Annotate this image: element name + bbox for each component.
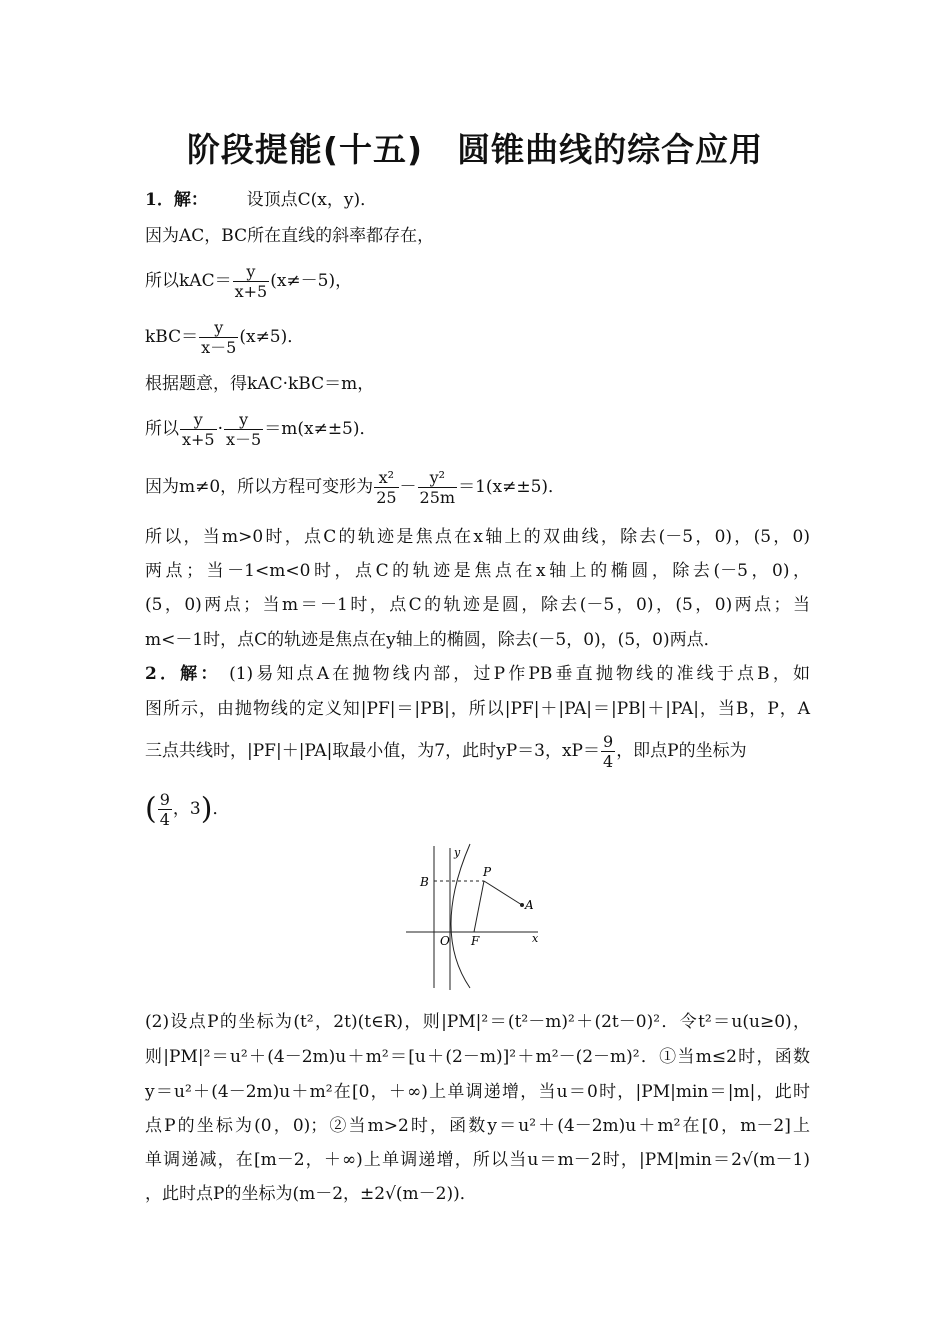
problem1-line3 (145, 262, 810, 301)
right-paren: ) (200, 791, 213, 827)
fraction-numerator: x² (374, 468, 398, 488)
fraction (199, 318, 238, 357)
problem2-line4 (145, 790, 810, 829)
problem2-part2-line3: y＝u²＋(4－2m)u＋m²在[0，＋∞)上单调递增，当u＝0时，|PM|min＝|m|，此时 (145, 1082, 810, 1102)
problem2-line3 (145, 732, 810, 771)
coordinate-rest: ，3 (172, 799, 201, 819)
pa-line (484, 881, 522, 905)
left-paren: ( (145, 791, 157, 827)
problem2-part2-line1: (2)设点P的坐标为(t²，2t)(t∈R)，则|PM|²＝(t²－m)²＋(2t－0)²．令t²＝u(u≥0)， (145, 1012, 810, 1032)
problem1-line6 (145, 410, 810, 449)
problem1-line5: 根据题意，得kAC·kBC＝m， (145, 374, 375, 394)
fraction (418, 468, 458, 507)
problem2-line2: 图所示，由抛物线的定义知|PF|＝|PB|，所以|PF|＋|PA|＝|PB|＋|PA|，当B，P，A (145, 699, 810, 719)
y-axis-label: y (454, 846, 461, 859)
fraction (374, 468, 398, 507)
fraction (233, 262, 270, 301)
problem2-label: 2．解： (145, 664, 221, 684)
fraction (224, 410, 263, 449)
fraction-denominator: x+5 (234, 282, 268, 301)
fraction (158, 790, 172, 829)
fraction-denominator: x－5 (201, 338, 237, 357)
x-axis-label: x (532, 932, 539, 945)
problem1-line1 (145, 188, 810, 212)
problem1-line10: (5，0)两点；当m＝－1时，点C的轨迹是圆，除去(－5，0)，(5，0)两点；当 (145, 595, 810, 615)
problem1-line11: m<－1时，点C的轨迹是焦点在y轴上的椭圆，除去(－5，0)，(5，0)两点． (145, 630, 721, 650)
fraction-denominator: 25 (376, 488, 397, 507)
fraction-denominator: 4 (159, 810, 170, 829)
problem1-line9: 两点；当－1<m<0时，点C的轨迹是焦点在x轴上的椭圆，除去(－5，0)， (145, 561, 810, 581)
problem1-line7 (145, 468, 810, 507)
problem1-line2: 因为AC，BC所在直线的斜率都存在， (145, 226, 435, 246)
text-suffix: ，即点P的坐标为 (616, 741, 747, 761)
kbc-prefix: kBC＝ (145, 327, 199, 347)
parabola-figure (404, 842, 544, 992)
fraction (180, 410, 217, 449)
fraction-numerator: y (180, 410, 217, 430)
page-title: 阶段提能(十五) 圆锥曲线的综合应用 (186, 130, 764, 169)
problem2-part2-line6: ，此时点P的坐标为(m－2，±2√(m－2))． (145, 1184, 477, 1204)
focus-label: F (471, 934, 480, 948)
fraction-numerator: 9 (603, 732, 614, 751)
text-prefix: 所以 (145, 419, 179, 439)
kbc-suffix: (x≠5)． (239, 327, 305, 347)
kac-suffix: (x≠－5)， (270, 271, 353, 291)
point-b-label: B (420, 875, 429, 889)
point-a-dot (520, 903, 524, 907)
minus-operator: － (399, 477, 417, 497)
fraction-numerator: y (199, 318, 238, 338)
kac-prefix: 所以kAC＝ (145, 271, 232, 291)
fraction-denominator: x－5 (226, 430, 262, 449)
text-suffix: ＝1(x≠±5)． (458, 477, 566, 497)
fraction-numerator: y (233, 262, 270, 282)
text-suffix: ＝m(x≠±5)． (264, 419, 377, 439)
problem2-part2-line4: 点P的坐标为(0，0)；②当m>2时，函数y＝u²＋(4－2m)u＋m²在[0，m－2]上 (145, 1116, 810, 1136)
fraction-numerator: 9 (159, 790, 170, 809)
line-end: ． (212, 799, 230, 819)
problem2-text: (1)易知点A在抛物线内部，过P作PB垂直抛物线的准线于点B，如 (229, 664, 810, 684)
problem2-line1 (145, 662, 810, 686)
problem2-part2-line5: 单调递减，在[m－2，＋∞)上单调递增，所以当u＝m－2时，|PM|min＝2√(m－1) (145, 1150, 810, 1170)
fraction-denominator: x+5 (182, 430, 215, 449)
problem1-line8: 所以，当m>0时，点C的轨迹是焦点在x轴上的双曲线，除去(－5，0)，(5，0) (145, 527, 810, 547)
fraction-denominator: 4 (603, 752, 614, 771)
dot-operator: · (217, 419, 224, 439)
point-a-label: A (525, 898, 534, 912)
fraction-numerator: y² (418, 468, 458, 488)
problem1-line4 (145, 318, 810, 357)
fraction (601, 732, 615, 771)
problem1-label: 1．解： (145, 190, 208, 210)
fraction-denominator: 25m (419, 488, 456, 507)
fraction-numerator: y (224, 410, 263, 430)
point-p-label: P (483, 865, 492, 879)
text-prefix: 三点共线时，|PF|＋|PA|取最小值，为7，此时yP＝3，xP＝ (145, 741, 600, 761)
parabola-curve (451, 844, 470, 988)
pf-line (474, 881, 484, 932)
problem2-part2-line2: 则|PM|²＝u²＋(4－2m)u＋m²＝[u＋(2－m)]²＋m²－(2－m)²．①当m≤2时，函数 (145, 1047, 810, 1067)
origin-label: O (440, 934, 450, 948)
problem1-text: 设顶点C(x，y)． (246, 190, 378, 210)
text-prefix: 因为m≠0，所以方程可变形为 (145, 477, 374, 497)
